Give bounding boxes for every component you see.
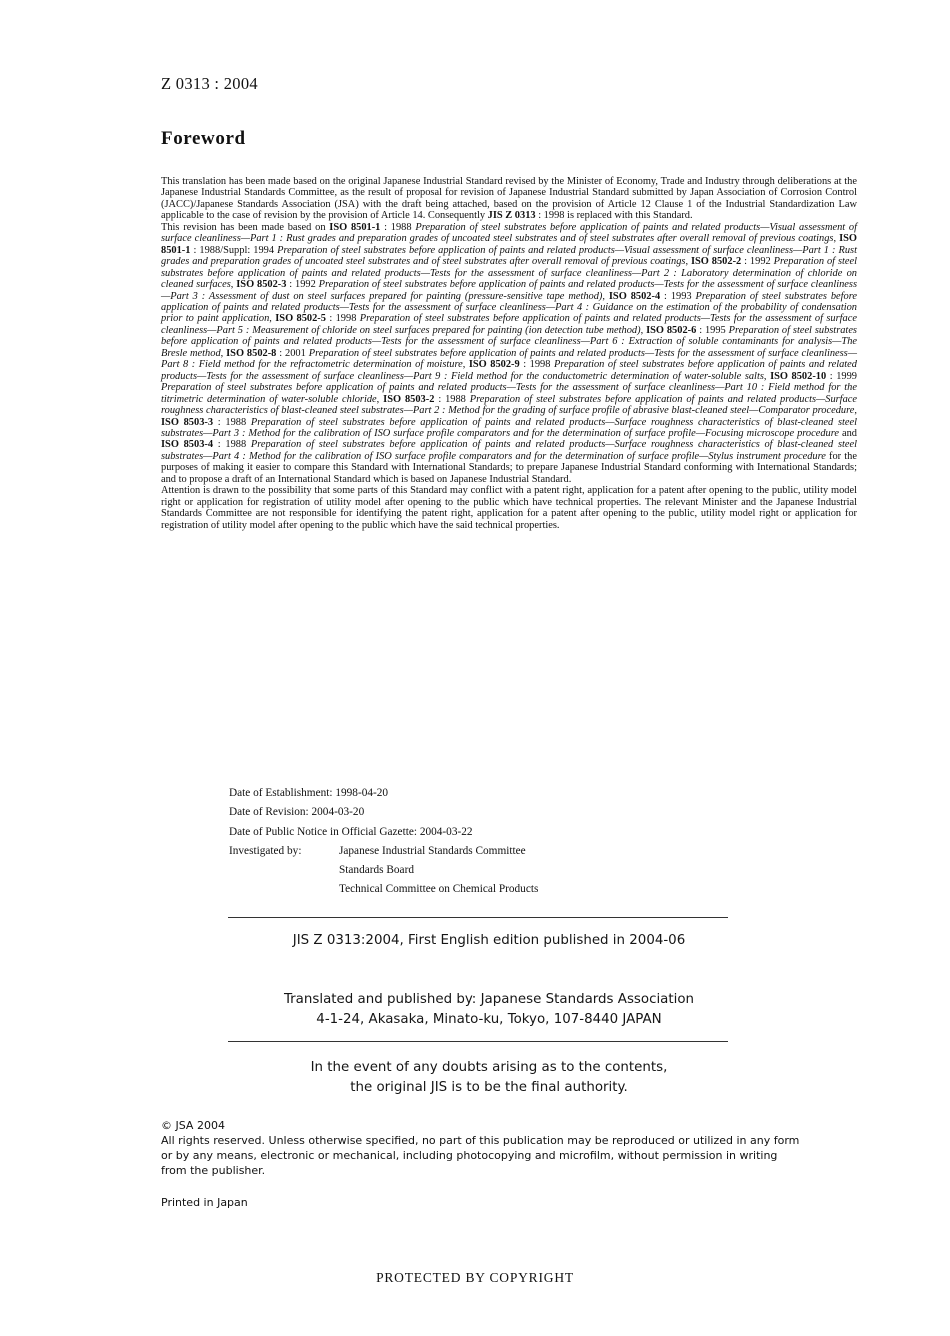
investigated-by-label: Investigated by:: [229, 844, 302, 857]
investigated-by-board: Standards Board: [339, 864, 414, 877]
date-of-establishment: Date of Establishment: 1998-04-20: [229, 787, 389, 799]
spacer: [229, 861, 339, 880]
document-number: Z 0313 : 2004: [161, 74, 258, 93]
investigated-by-row: [229, 842, 538, 861]
copyright-notice: © JSA 2004: [161, 1119, 225, 1132]
spacer: [229, 880, 339, 899]
edition-statement: JIS Z 0313:2004, First English edition published in 2004-06: [292, 933, 686, 948]
investigated-by-row-2: [229, 861, 538, 880]
printed-in: Printed in Japan: [161, 1196, 248, 1209]
date-of-revision: Date of Revision: 2004-03-20: [229, 806, 365, 819]
publisher-block: [161, 990, 817, 1030]
divider-bottom: [228, 1041, 728, 1042]
publisher-line: Translated and published by: Japanese Standards Association: [283, 992, 695, 1007]
foreword-paragraph-3: Attention is drawn to the possibility that some parts of this Standard may conflict with a patent right, application for a patent after opening to the public, utility model right or application for registration of utility model after opening to the public which have technical properties. The relevant Minister and the Japanese Industrial Standards Committee are not responsible for identifying the patent right, application for a patent after opening to the public, utility model right or application for registration of utility model after opening to the public which have the said technical properties.: [161, 485, 857, 531]
investigated-by-technical-committee: Technical Committee on Chemical Products: [339, 883, 539, 896]
copyright-block: [161, 1118, 801, 1178]
rights-statement: All rights reserved. Unless otherwise specified, no part of this publication may be reproduced or utilized in any form or by any means, electronic or mechanical, including photocopying and microfilm, without permission in writing from the publisher.: [161, 1134, 800, 1177]
investigated-by-committee: Japanese Industrial Standards Committee: [339, 844, 526, 857]
authority-note-line-1: In the event of any doubts arising as to the contents,: [310, 1060, 668, 1075]
foreword-paragraph-2: This revision has been made based on ISO 8501-1 : 1988 Preparation of steel substrates before application of paints and related products—Visual assessment of surface cleanliness—Part 1 : Rust grades and preparation grades of uncoated steel substrates and of steel substrates after overall removal of previous coatings, ISO 8501-1 : 1988/Suppl: 1994 Preparation of steel substrates before application of paints and related products—Visual assessment of surface cleanliness—Part 1 : Rust grades and preparation grades of uncoated steel substrates and of steel substrates after overall removal of previous coatings, ISO 8502-2 : 1992 Preparation of steel substrates before application of paints and related products—Tests for the assessment of surface cleanliness—Part 2 : Laboratory determination of chloride on cleaned surfaces, ISO 8502-3 : 1992 Preparation of steel substrates before application of paints and related products—Tests for the assessment of surface cleanliness—Part 3 : Assessment of dust on steel surfaces prepared for painting (pressure-sensitive tape method), ISO 8502-4 : 1993 Preparation of steel substrates before application of paints and related products—Tests for the assessment of surface cleanliness—Part 4 : Guidance on the estimation of the probability of condensation prior to paint application, ISO 8502-5 : 1998 Preparation of steel substrates before application of paints and related products—Tests for the assessment of surface cleanliness—Part 5 : Measurement of chloride on steel surfaces prepared for painting (ion detection tube method), ISO 8502-6 : 1995 Preparation of steel substrates before application of paints and related products—Tests for the assessment of surface cleanliness—Part 6 : Extraction of soluble contaminants for analysis—The Bresle method, ISO 8502-8 : 2001 Preparation of steel substrates before application of paints and related products—Tests for the assessment of surface cleanliness—Part 8 : Field method for the refractometric determination of moisture, ISO 8502-9 : 1998 Preparation of steel substrates before application of paints and related products—Tests for the assessment of surface cleanliness—Part 9 : Field method for the conductometric determination of water-soluble salts, ISO 8502-10 : 1999 Preparation of steel substrates before application of paints and related products—Tests for the assessment of surface cleanliness—Part 10 : Field method for the titrimetric determination of water-soluble chloride, ISO 8503-2 : 1988 Preparation of steel substrates before application of paints and related products—Surface roughness characteristics of blast-cleaned steel substrates—Part 2 : Method for the grading of surface profile of abrasive blast-cleaned steel—Comparator procedure, ISO 8503-3 : 1988 Preparation of steel substrates before application of paints and related products—Surface roughness characteristics of blast-cleaned steel substrates—Part 3 : Method for the calibration of ISO surface profile comparators and for the determination of surface profile—Focusing microscope procedure and ISO 8503-4 : 1988 Preparation of steel substrates before application of paints and related products—Surface roughness characteristics of blast-cleaned steel substrates—Part 4 : Method for the calibration of ISO surface profile comparators and for the determination of surface profile—Stylus instrument procedure for the purposes of making it easier to compare this Standard with International Standards; to prepare Japanese Industrial Standard conforming with International Standards; and to propose a draft of an International Standard which is based on Japanese Industrial Standard.: [161, 221, 857, 485]
protected-footer: PROTECTED BY COPYRIGHT: [376, 1270, 574, 1285]
dates-block: [229, 784, 538, 900]
foreword-heading: Foreword: [161, 128, 246, 149]
foreword-body: [161, 176, 857, 531]
publisher-address: 4-1-24, Akasaka, Minato-ku, Tokyo, 107-8440 JAPAN: [316, 1012, 662, 1027]
authority-note: [161, 1058, 817, 1098]
date-of-public-notice: Date of Public Notice in Official Gazette: 2004-03-22: [229, 825, 473, 838]
authority-note-line-2: the original JIS is to be the final authority.: [350, 1080, 628, 1095]
foreword-paragraph-1: This translation has been made based on the original Japanese Industrial Standard revised by the Minister of Economy, Trade and Industry through deliberations at the Japanese Industrial Standards Committee, as the result of proposal for revision of Japanese Industrial Standard submitted by Japan Association of Corrosion Control (JACC)/Japanese Standards Association (JSA) with the draft being attached, based on the provision of Article 12 Clause 1 of the Industrial Standardization Law applicable to the case of revision by the provision of Article 14. Consequently JIS Z 0313 : 1998 is replaced with this Standard.: [161, 176, 857, 222]
divider-top: [228, 917, 728, 918]
investigated-by-row-3: [229, 880, 538, 899]
